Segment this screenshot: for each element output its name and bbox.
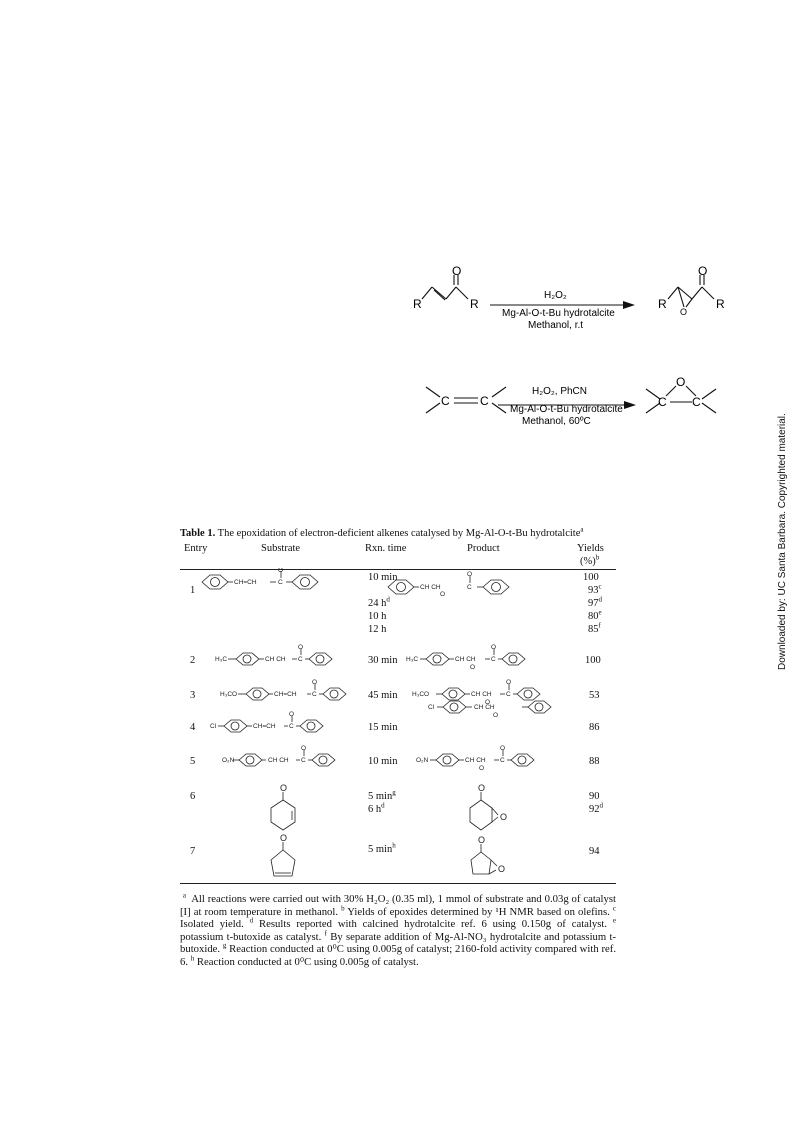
footnote-d: Results reported with calcined hydrotalcite ref. 6 using 0.150g of catalyst. — [259, 918, 608, 931]
footnote-e: potassium t-butoxide as catalyst. — [180, 930, 322, 943]
entry-5: 5 — [190, 756, 196, 767]
e1s-chch: CH=CH — [234, 579, 257, 586]
e1p-c: C — [467, 584, 472, 591]
entry-1-yield-5: 85$^f$ — [588, 621, 601, 635]
entry7-product-structure — [471, 844, 497, 874]
e5s-o: O — [301, 745, 307, 752]
footnote-h: Reaction conducted at 0⁰C using 0.005g of catalyst. — [196, 955, 419, 968]
e3s-c: C — [312, 691, 317, 698]
entry-4-time: 15 min — [368, 722, 398, 733]
scheme2-C-prod-left: C — [658, 395, 667, 409]
scheme1-R-right: R — [470, 297, 479, 311]
e5p-chch: CH CH — [465, 757, 486, 764]
e2s-chch: CH CH — [265, 656, 286, 663]
e3p-chch: CH CH — [471, 691, 492, 698]
entry-2-yield: 100 — [585, 655, 601, 666]
entry-3: 3 — [190, 690, 196, 701]
e4p-chch: CH CH — [474, 704, 495, 711]
table-caption — [180, 525, 616, 540]
e1p-chch: CH CH — [420, 584, 441, 591]
scheme2-O-prod: O — [676, 375, 686, 389]
e1p-o2: O — [467, 571, 473, 578]
scheme-2 — [420, 375, 720, 425]
entry-3-time: 45 min — [368, 690, 398, 701]
table-caption-label: Table 1. — [180, 528, 216, 539]
scheme1-O-prod: O — [698, 265, 708, 278]
entry-6-yield-1: 90 — [589, 791, 600, 802]
e1p-o: O — [440, 591, 446, 598]
entry-6: 6 — [190, 791, 196, 802]
header-yields: Yields — [577, 543, 604, 554]
e3s-h3co: H₃CO — [220, 691, 238, 698]
scheme2-C-left: C — [441, 394, 450, 408]
e2p-o: O — [470, 664, 476, 671]
footnote-a: All reactions were carried out with 30% H₂O₂ (0.35 ml), 1 mmol of substrate and 0.03g of catalyst [I] at room temperature in methanol. — [180, 893, 616, 918]
e2s-o: O — [298, 644, 304, 651]
scheme2-reagent-bot: Methanol, 60ºC — [522, 416, 591, 425]
e4s-chch: CH=CH — [253, 723, 276, 730]
footnote-g: Reaction conducted at 0⁰C using 0.005g of catalyst; 2160-fold activity compared with ref. 6. — [180, 943, 617, 968]
e1s-o: O — [278, 568, 284, 574]
e6p-o: O — [478, 783, 486, 793]
header-entry: Entry — [184, 543, 208, 554]
e7s-o: O — [280, 833, 288, 843]
entry-1-time-3: 24 $h^d$ — [368, 595, 390, 609]
structure-drawings — [180, 568, 616, 883]
e4p-cl: Cl — [428, 704, 435, 711]
e5s-chch: CH CH — [268, 757, 289, 764]
e7p-o: O — [478, 835, 486, 845]
watermark: Downloaded by: UC Santa Barbara. Copyrighted material. — [777, 413, 788, 670]
e5p-c: C — [500, 757, 505, 764]
e1s-c: C — [278, 579, 283, 586]
entry1-product-structure — [388, 576, 509, 594]
e4p-o: O — [493, 712, 499, 719]
entry-7-yield: 94 — [589, 846, 600, 857]
entry-1-time-4: 10 h — [368, 611, 387, 622]
e2p-c: C — [491, 656, 496, 663]
e3s-chch: CH=CH — [274, 691, 297, 698]
entry6-substrate-structure — [271, 792, 295, 830]
e3p-o: O — [485, 699, 491, 706]
header-yields-unit: (%)$^b$ — [580, 553, 600, 567]
entry-2: 2 — [190, 655, 196, 666]
e2s-h3c: H₃C — [215, 656, 228, 663]
scheme-1 — [410, 265, 730, 340]
entry-2-time: 30 min — [368, 655, 398, 666]
scheme1-O-epox: O — [680, 307, 688, 317]
entry-6-time-1: 5 $\min^g$ — [368, 788, 396, 802]
entry1-substrate-structure — [202, 571, 318, 589]
scheme1-O-sub: O — [452, 265, 462, 278]
table-caption-sup: a — [580, 525, 584, 534]
e5p-o2: O — [500, 745, 506, 752]
e7p-o2: O — [498, 864, 506, 874]
entry-1: 1 — [190, 585, 196, 596]
e5s-o2n: O₂N — [222, 757, 235, 764]
scheme1-R-left: R — [413, 297, 422, 311]
scheme2-C-right: C — [480, 394, 489, 408]
entry-5-yield: 88 — [589, 756, 600, 767]
scheme1-reagent-bot: Methanol, r.t — [528, 320, 584, 331]
e3p-o2: O — [506, 679, 512, 686]
entry-1-time-1: 10 min — [368, 572, 398, 583]
e2s-c: C — [298, 656, 303, 663]
entry-4: 4 — [190, 722, 196, 733]
e5p-o2n: O₂N — [416, 757, 429, 764]
table-rule-bottom — [180, 883, 616, 884]
header-time: Rxn. time — [365, 543, 407, 554]
e3p-c: C — [506, 691, 511, 698]
e4s-c: C — [289, 723, 294, 730]
header-product: Product — [467, 543, 500, 554]
entry-1-time-5: 12 h — [368, 624, 387, 635]
scheme2-reagent-top: H₂O₂, PhCN — [532, 386, 587, 397]
e2p-h3c: H₃C — [406, 656, 419, 663]
e3s-o: O — [312, 679, 318, 686]
entry-7: 7 — [190, 846, 196, 857]
entry-6-time-2: 6 $h^d$ — [368, 801, 385, 815]
entry-7-time: 5 $\min^h$ — [368, 841, 396, 855]
e4s-cl: Cl — [210, 723, 217, 730]
e2p-chch: CH CH — [455, 656, 476, 663]
scheme1-reagent-top: H₂O₂ — [544, 290, 567, 301]
e5p-o: O — [479, 765, 485, 772]
scheme1-R-prod-right: R — [716, 297, 725, 311]
entry-5-time: 10 min — [368, 756, 398, 767]
footnote-b: Yields of epoxides determined by ¹H NMR based on olefins. — [347, 905, 610, 918]
entry7-substrate-structure — [271, 842, 295, 876]
entry-6-yield-2: 92$^d$ — [589, 801, 603, 815]
entry-1-yield-3: 97$^d$ — [588, 595, 602, 609]
entry-1-yield-2: 93$^c$ — [588, 582, 602, 596]
table-footnotes: $^a$ All reactions were carried out with 30% H₂O₂ (0.35 ml), 1 mmol of substrate and 0.03g of catalyst [I] at room temperature in methanol. $^b$ Yields of epoxides determined by ¹H NMR based on olefins. $^c$ Isolated yield. $^d$ Results reported with calcined hydrotalcite ref. 6 using 0.150g of catalyst. $^e$ potassium t-butoxide as catalyst. $^f$ By separate addition of Mg-Al-NO₃ hydrotalcite and potassium t-butoxide. $^g$ Reaction conducted at 0⁰C using 0.005g of catalyst; 2160-fold activity compared with ref. 6. $^h$ Reaction conducted at 0⁰C using 0.005g of catalyst. — [180, 891, 617, 968]
e6s-o: O — [280, 783, 288, 793]
e5s-c: C — [301, 757, 306, 764]
entry-3-yield: 53 — [589, 690, 600, 701]
entry-4-yield: 86 — [589, 722, 600, 733]
entry6-product-structure — [470, 792, 498, 830]
header-substrate: Substrate — [261, 543, 301, 554]
entry-1-yield-1: 100 — [583, 572, 599, 583]
table-1 — [180, 525, 616, 874]
footnote-c: Isolated yield. — [180, 918, 244, 931]
entry-1-yield-4: 80e — [588, 608, 602, 622]
table-caption-text: The epoxidation of electron-deficient alkenes catalysed by Mg-Al-O-t-Bu hydrotalcite — [215, 528, 581, 539]
e6p-o2: O — [500, 812, 508, 822]
scheme1-reagent-mid: Mg-Al-O-t-Bu hydrotalcite — [502, 308, 615, 319]
e4s-o: O — [289, 711, 295, 718]
e2p-o2: O — [491, 644, 497, 651]
scheme2-C-prod-right: C — [692, 395, 701, 409]
e3p-h3co: H₃CO — [412, 691, 430, 698]
scheme1-R-prod-left: R — [658, 297, 667, 311]
footnote-f: By separate addition of Mg-Al-NO₃ hydrotalcite and potassium t-butoxide. — [180, 930, 617, 956]
scheme2-reagent-mid: Mg-Al-O-t-Bu hydrotalcite — [510, 404, 623, 415]
